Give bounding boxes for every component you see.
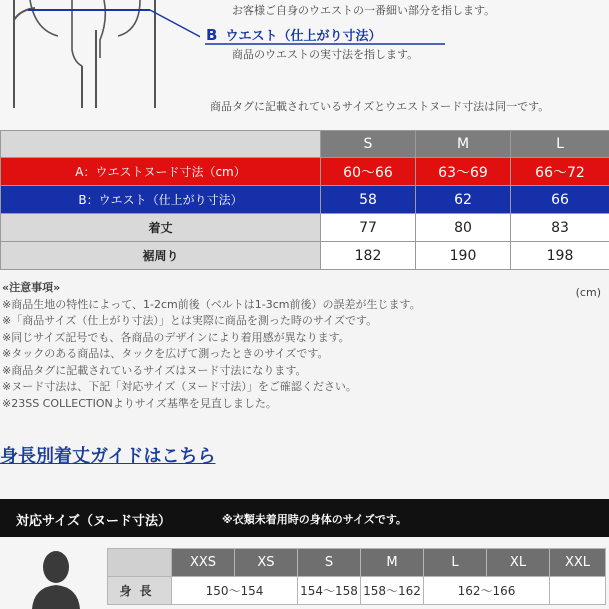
note-line: ※ヌード寸法は、下記「対応サイズ（ヌード寸法）」をご確認ください。 (2, 380, 357, 393)
waist-nude-note: お客様ご自身のウエストの一番細い部分を指します。 (232, 4, 496, 17)
size-table (0, 130, 609, 270)
label-b-letter: B (206, 26, 218, 44)
height-length-guide-link[interactable]: 身長別着丈ガイドはこちら (0, 446, 216, 467)
note-line: ※タックのある商品は、タックを広げて測ったときのサイズです。 (2, 347, 329, 360)
waist-finished-note: 商品のウエストの実寸法を指します。 (232, 48, 419, 61)
table-cell: 198 (511, 242, 609, 270)
note-line: ※商品タグに記載されているサイズはヌード寸法になります。 (2, 363, 307, 377)
table-cell: 158〜162 (361, 577, 424, 605)
nude-size-table (107, 548, 606, 605)
table-row-length (1, 214, 609, 242)
notes-heading: «注意事項» (2, 281, 61, 294)
nude-header-l: L (424, 549, 487, 577)
label-b-text: ウエスト（仕上がり寸法） (225, 29, 382, 44)
row-label: 身長 (108, 577, 172, 605)
pants-diagram-icon (0, 0, 200, 130)
table-cell: 77 (321, 214, 416, 242)
table-cell: 162〜166 (424, 577, 550, 605)
table-cell (550, 577, 606, 605)
size-header-blank (1, 131, 321, 158)
nude-header-xl: XL (487, 549, 550, 577)
table-cell: 66〜72 (511, 158, 609, 186)
table-row-hem (1, 242, 609, 270)
note-line: ※「商品サイズ（仕上がり寸法）」とは実際に商品を測った時のサイズです。 (2, 314, 378, 327)
table-cell: 66 (511, 186, 609, 214)
table-cell: 83 (511, 214, 609, 242)
person-silhouette-icon (28, 549, 84, 609)
table-cell: 182 (321, 242, 416, 270)
table-cell: 80 (416, 214, 511, 242)
size-table-header (1, 131, 609, 158)
diagram-section (0, 0, 609, 130)
nude-size-title: 対応サイズ（ヌード寸法） (16, 514, 171, 529)
nude-header-xxs: XXS (172, 549, 235, 577)
table-cell: 150〜154 (172, 577, 298, 605)
nude-size-subtitle: ※衣類未着用時の身体のサイズです。 (222, 513, 407, 526)
table-cell: 63〜69 (416, 158, 511, 186)
table-row-waist-finished (1, 186, 609, 214)
nude-header-xxl: XXL (550, 549, 606, 577)
tag-size-note: 商品タグに記載されているサイズとウエストヌード寸法は同一です。 (210, 100, 550, 113)
table-row-waist-nude (1, 158, 609, 186)
unit-label: (cm) (575, 286, 601, 299)
nude-size-header-row (108, 549, 606, 577)
note-line: ※商品生地の特性によって、1-2cm前後（ベルトは1-3cm前後）の誤差が生じます。 (2, 297, 421, 311)
row-label: 着丈 (1, 214, 321, 242)
table-cell: 62 (416, 186, 511, 214)
nude-size-header-bar (0, 499, 609, 537)
table-cell: 154〜158 (298, 577, 361, 605)
size-header-l: L (511, 131, 609, 158)
table-row-height (108, 577, 606, 605)
nude-header-s: S (298, 549, 361, 577)
table-cell: 190 (416, 242, 511, 270)
row-label: B：ウエスト（仕上がり寸法） (1, 186, 321, 214)
row-label: 裾周り (1, 242, 321, 270)
nude-header-xs: XS (235, 549, 298, 577)
table-cell: 60〜66 (321, 158, 416, 186)
note-line: ※23SS COLLECTIONよりサイズ基準を見直しました。 (2, 396, 277, 410)
row-label: A：ウエストヌード寸法（cm） (1, 158, 321, 186)
table-cell: 58 (321, 186, 416, 214)
size-header-m: M (416, 131, 511, 158)
nude-header-m: M (361, 549, 424, 577)
nude-size-section (0, 537, 609, 609)
size-header-s: S (321, 131, 416, 158)
nude-header-blank (108, 549, 172, 577)
note-line: ※同じサイズ記号でも、各商品のデザインにより着用感が異なります。 (2, 330, 350, 344)
notes-section (2, 280, 607, 412)
